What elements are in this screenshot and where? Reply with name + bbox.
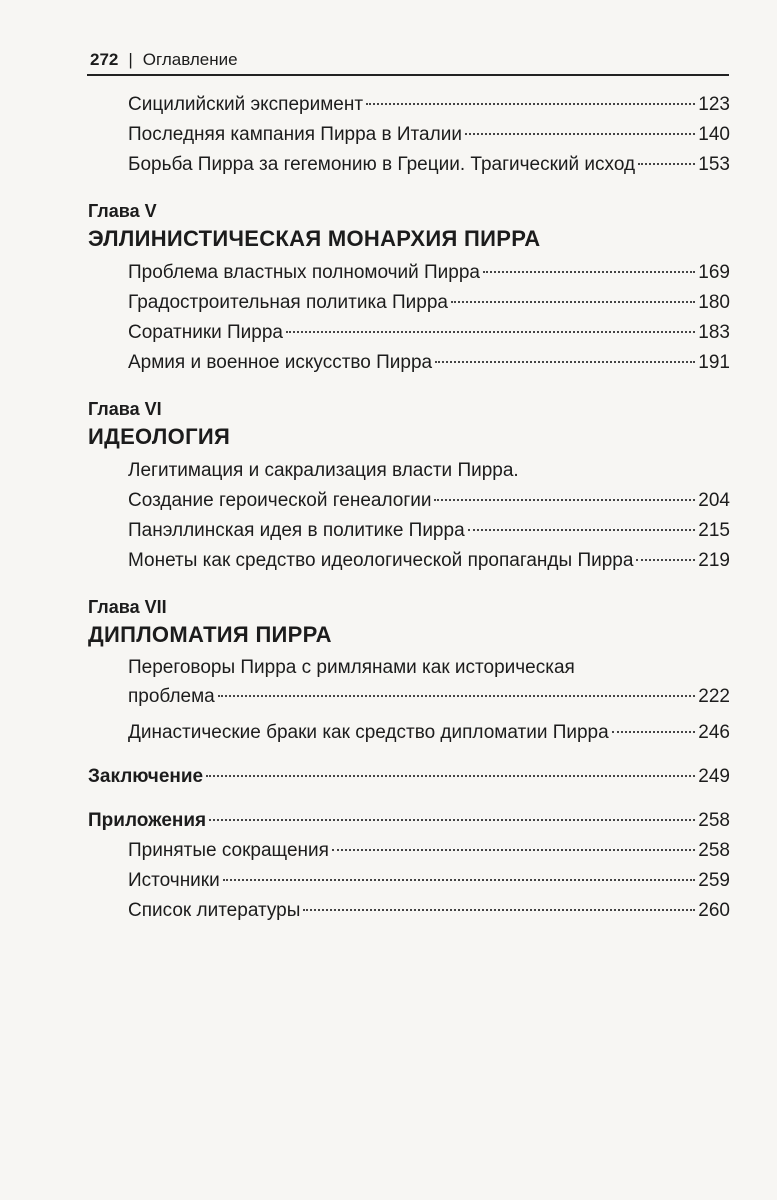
toc-entry-conclusion xyxy=(88,762,730,792)
toc-entry-page: 169 xyxy=(698,262,730,283)
toc-entry-title: Проблема властных полномочий Пирра xyxy=(128,262,480,283)
toc-entry-title: Соратники Пирра xyxy=(128,322,283,343)
leader-dots xyxy=(223,879,696,881)
toc-entry xyxy=(88,120,730,150)
toc-entry xyxy=(88,348,730,378)
leader-dots xyxy=(435,361,695,363)
toc-entry-appendix xyxy=(88,806,730,836)
header-rule xyxy=(87,74,729,76)
toc-entry-page: 258 xyxy=(698,810,730,831)
toc-entry-title: Список литературы xyxy=(128,900,301,921)
leader-dots xyxy=(465,133,695,135)
leader-dots xyxy=(636,559,695,561)
header-separator: | xyxy=(128,50,133,69)
toc-entry xyxy=(88,258,730,288)
leader-dots xyxy=(206,775,695,777)
toc-entry xyxy=(88,836,730,866)
toc-entry xyxy=(88,288,730,318)
toc-entry-page: 258 xyxy=(698,840,730,861)
toc-entry-page: 246 xyxy=(698,722,730,743)
chapter-label: Глава V xyxy=(88,201,157,221)
toc-entry-line1: Переговоры Пирра с римлянами как историческая xyxy=(128,657,575,678)
toc-entry-title: Заключение xyxy=(88,766,204,787)
toc-entry xyxy=(88,150,730,180)
chapter-title: ИДЕОЛОГИЯ xyxy=(88,424,231,449)
chapter-title: ДИПЛОМАТИЯ ПИРРА xyxy=(88,622,332,647)
chapter-label: Глава VI xyxy=(88,399,162,419)
leader-dots xyxy=(483,271,695,273)
toc-entry xyxy=(88,318,730,348)
toc-entry-heading: Легитимация и сакрализация власти Пирра. xyxy=(128,460,519,481)
toc-entry xyxy=(88,718,730,748)
toc-entry-title: Принятые сокращения xyxy=(128,840,329,861)
leader-dots xyxy=(638,163,695,165)
leader-dots xyxy=(286,331,695,333)
toc-entry-page: 260 xyxy=(698,900,730,921)
toc-entry-page: 153 xyxy=(698,154,730,175)
leader-dots xyxy=(332,849,695,851)
leader-dots xyxy=(366,103,695,105)
toc-content xyxy=(88,90,730,926)
toc-entry-title: Монеты как средство идеологической пропаганды Пирра xyxy=(128,550,634,571)
toc-entry-page: 191 xyxy=(698,352,730,373)
toc-entry-page: 249 xyxy=(698,766,730,787)
toc-entry-page: 180 xyxy=(698,292,730,313)
leader-dots xyxy=(434,499,695,501)
toc-entry-title: Источники xyxy=(128,870,220,891)
leader-dots xyxy=(612,731,696,733)
toc-entry-page: 204 xyxy=(698,490,730,511)
toc-entry xyxy=(88,90,730,120)
toc-entry-page: 222 xyxy=(698,686,730,707)
toc-entry-title: Градостроительная политика Пирра xyxy=(128,292,448,313)
toc-entry xyxy=(88,682,730,712)
toc-entry-page: 259 xyxy=(698,870,730,891)
toc-entry-page: 219 xyxy=(698,550,730,571)
page-number: 272 xyxy=(90,50,119,69)
toc-entry xyxy=(88,546,730,576)
leader-dots xyxy=(209,819,695,821)
toc-entry xyxy=(88,516,730,546)
running-header xyxy=(90,50,730,70)
toc-entry-title: Создание героической генеалогии xyxy=(128,490,432,511)
toc-entry-title: Панэллинская идея в политике Пирра xyxy=(128,520,465,541)
toc-entry-title: Армия и военное искусство Пирра xyxy=(128,352,433,373)
toc-entry-title: Приложения xyxy=(88,810,207,831)
toc-entry xyxy=(88,486,730,516)
leader-dots xyxy=(451,301,695,303)
toc-entry xyxy=(88,866,730,896)
header-title: Оглавление xyxy=(142,50,238,69)
toc-entry-title: Династические браки как средство дипломатии Пирра xyxy=(128,722,609,743)
toc-entry-title: Сицилийский эксперимент xyxy=(128,94,364,115)
leader-dots xyxy=(218,695,696,697)
toc-entry-page: 140 xyxy=(698,124,730,145)
chapter-label: Глава VII xyxy=(88,597,167,617)
toc-entry-page: 123 xyxy=(698,94,730,115)
chapter-title: ЭЛЛИНИСТИЧЕСКАЯ МОНАРХИЯ ПИРРА xyxy=(88,226,541,251)
leader-dots xyxy=(468,529,696,531)
toc-entry-title: Последняя кампания Пирра в Италии xyxy=(128,124,462,145)
toc-entry-title: проблема xyxy=(128,686,215,707)
toc-entry-title: Борьба Пирра за гегемонию в Греции. Трагический исход xyxy=(128,154,636,175)
toc-entry xyxy=(88,896,730,926)
leader-dots xyxy=(303,909,695,911)
toc-entry-page: 183 xyxy=(698,322,730,343)
toc-entry-page: 215 xyxy=(698,520,730,541)
